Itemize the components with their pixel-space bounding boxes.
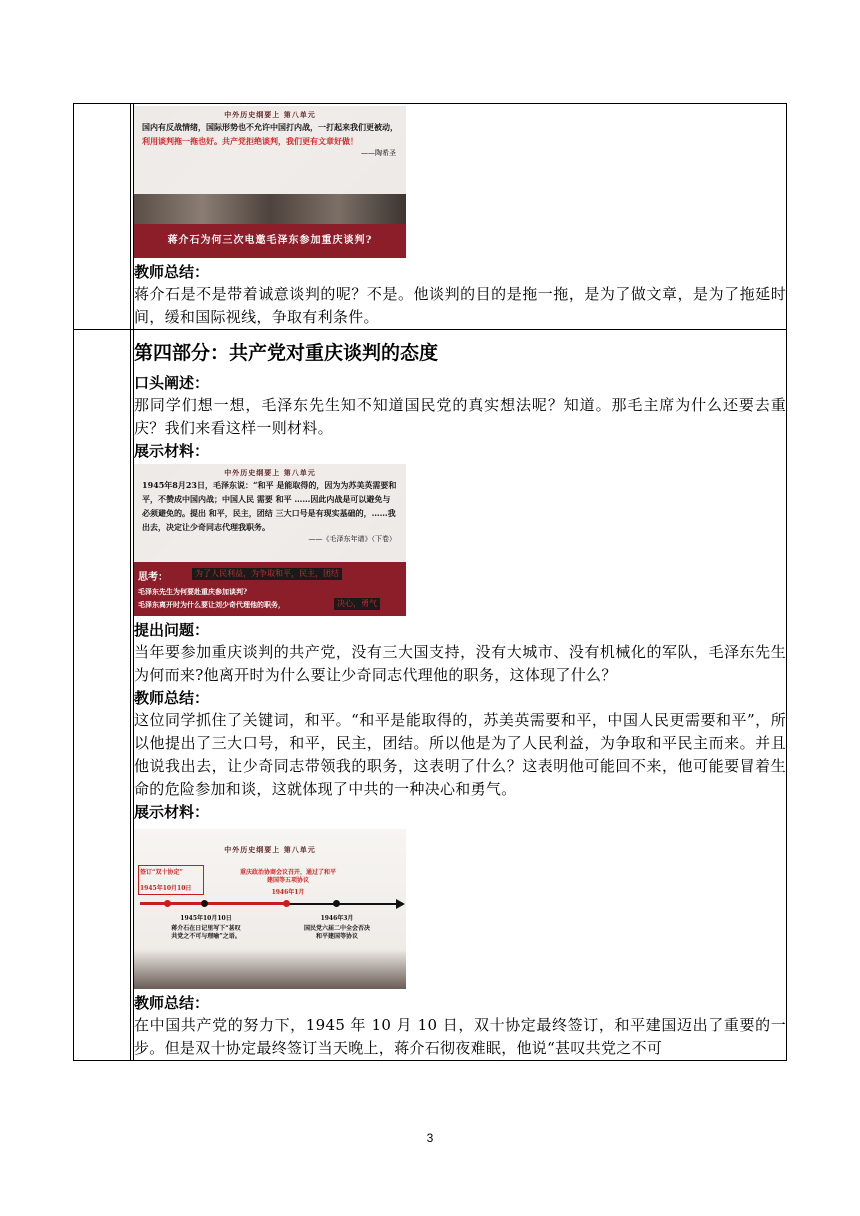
summary2-text: 这位同学抓住了关键词，和平。“和平是能取得的，苏美英需要和平，中国人民更需要和平”，所以他提出了三大口号，和平，民主，团结。所以他是为了人民利益，为争取和平民主而来。并且他说我出去，让少奇同志带领我的职务，这表明了什么？这表明他可能回不来，他可能要冒着生命的危险参加和谈，这就体现了中共的一种决心和勇气。: [134, 711, 786, 798]
timeline-dot-2: [201, 900, 208, 907]
timeline-event3-text: 蒋介石在日记里写下“甚叹共党之不可与理喻”之语。: [171, 925, 241, 940]
question-text: 当年要参加重庆谈判的共产党，没有三大国支持，没有大城市、没有机械化的军队，毛泽东先生为何而来?他离开时为什么要让少奇同志代理他的职务，这体现了什么？: [134, 643, 786, 684]
material1-heading: 展示材料：: [134, 442, 210, 460]
slide-header: 中外历史纲要上 第八单元: [224, 468, 316, 477]
table-cell-content-section4: [134, 330, 787, 1061]
slide-image-chen-xisheng-quote: [134, 106, 406, 258]
material2-heading: 展示材料：: [134, 803, 210, 821]
timeline-event4-text: 国民党六届二中全会否决和平建国等协议: [303, 925, 370, 940]
oral-text: 那同学们想一想，毛泽东先生知不知道国民党的真实想法呢？知道。那毛主席为什么还要去重庆？我们来看这样一则材料。: [134, 396, 786, 437]
summary2-heading: 教师总结：: [134, 689, 210, 707]
slide-quote-text: [134, 120, 406, 148]
timeline-event1-title: 签订“双十协定”: [140, 869, 183, 876]
timeline-event4-date: 1946年3月: [320, 915, 354, 922]
table-column-stage: [74, 330, 131, 1061]
slide-header: 中外历史纲要上 第八单元: [224, 845, 316, 854]
slide-answer-1: 为了人民利益，为争取和平，民主，团结: [192, 568, 342, 580]
timeline-axis-highlight: [140, 902, 286, 905]
slide-image-mao-quote: [134, 464, 406, 616]
page-number: 3: [426, 1131, 434, 1145]
slide-think-label: 思考：: [138, 572, 168, 583]
slide-quote-panel: [134, 106, 406, 194]
timeline-dot-4: [333, 900, 340, 907]
timeline-dot-1: [164, 900, 171, 907]
slide-quote-panel: [134, 464, 406, 562]
slide-quote-part1: 国内有反战情绪，国际形势也不允许中国打内战，一打起来我们更被动，: [142, 122, 398, 132]
slide-answer-2: 决心，勇气: [334, 598, 380, 610]
oral-heading: 口头阐述：: [134, 374, 210, 392]
slide-quote-source: ——《毛泽东年谱》（下卷）: [308, 535, 396, 543]
slide-image-timeline: [134, 829, 406, 989]
summary1-heading: 教师总结：: [134, 263, 210, 281]
slide-question-band: 蒋介石为何三次电邀毛泽东参加重庆谈判?: [134, 224, 406, 258]
lesson-plan-table: [73, 103, 787, 1061]
summary3-heading: 教师总结：: [134, 994, 210, 1012]
slide-question-1: 毛泽东先生为何要赴重庆参加谈判?: [138, 587, 248, 596]
table-column-stage: [74, 104, 131, 330]
slide-quote-text: 1945年8月23日，毛泽东说：“和平 是能取得的，因为为苏美英需要和平，不赞成中国内战；中国人民 需要 和平 ……因此内战是可以避免与必须避免的。提出 和平，民主，团结 三大口号是有现实基础的，……我出去，决定让少奇同志代理我职务。: [142, 480, 397, 532]
summary1-text: 蒋介石是不是带着诚意谈判的呢？不是。他谈判的目的是拖一拖，是为了做文章，是为了拖延时间，缓和国际视线，争取有利条件。: [134, 285, 786, 326]
timeline-arrow-icon: [396, 899, 405, 909]
slide-historic-photos: [134, 194, 406, 224]
slide-question-2: 毛泽东离开时为什么要让刘少奇代理他的职务，: [138, 600, 285, 609]
slide-quote-red: 利用谈判拖一拖也好。共产党拒绝谈判，我们更有文章好做！: [142, 136, 358, 146]
timeline-event2-date: 1946年1月: [271, 889, 305, 896]
section4-title: 第四部分：共产党对重庆谈判的态度: [134, 342, 439, 364]
timeline-event2-title: 重庆政治协商会议召开，通过了和平建国等五项协议: [239, 869, 336, 884]
slide-header: 中外历史纲要上 第八单元: [224, 110, 316, 119]
slide-quote-source: ——陶希圣: [361, 149, 396, 157]
timeline-event1-date: 1945年10月10日: [140, 885, 192, 892]
summary3-text: 在中国共产党的努力下，1945 年 10 月 10 日，双十协定最终签订，和平建国迈出了重要的一步。但是双十协定最终签订当天晚上，蒋介石彻夜难眠，他说“甚叹共党之不可: [134, 1016, 786, 1057]
question-heading: 提出问题：: [134, 621, 210, 639]
table-cell-content-upper: [134, 104, 787, 330]
timeline-dot-3: [283, 900, 290, 907]
timeline-event3-date: 1945年10月10日: [180, 915, 232, 922]
